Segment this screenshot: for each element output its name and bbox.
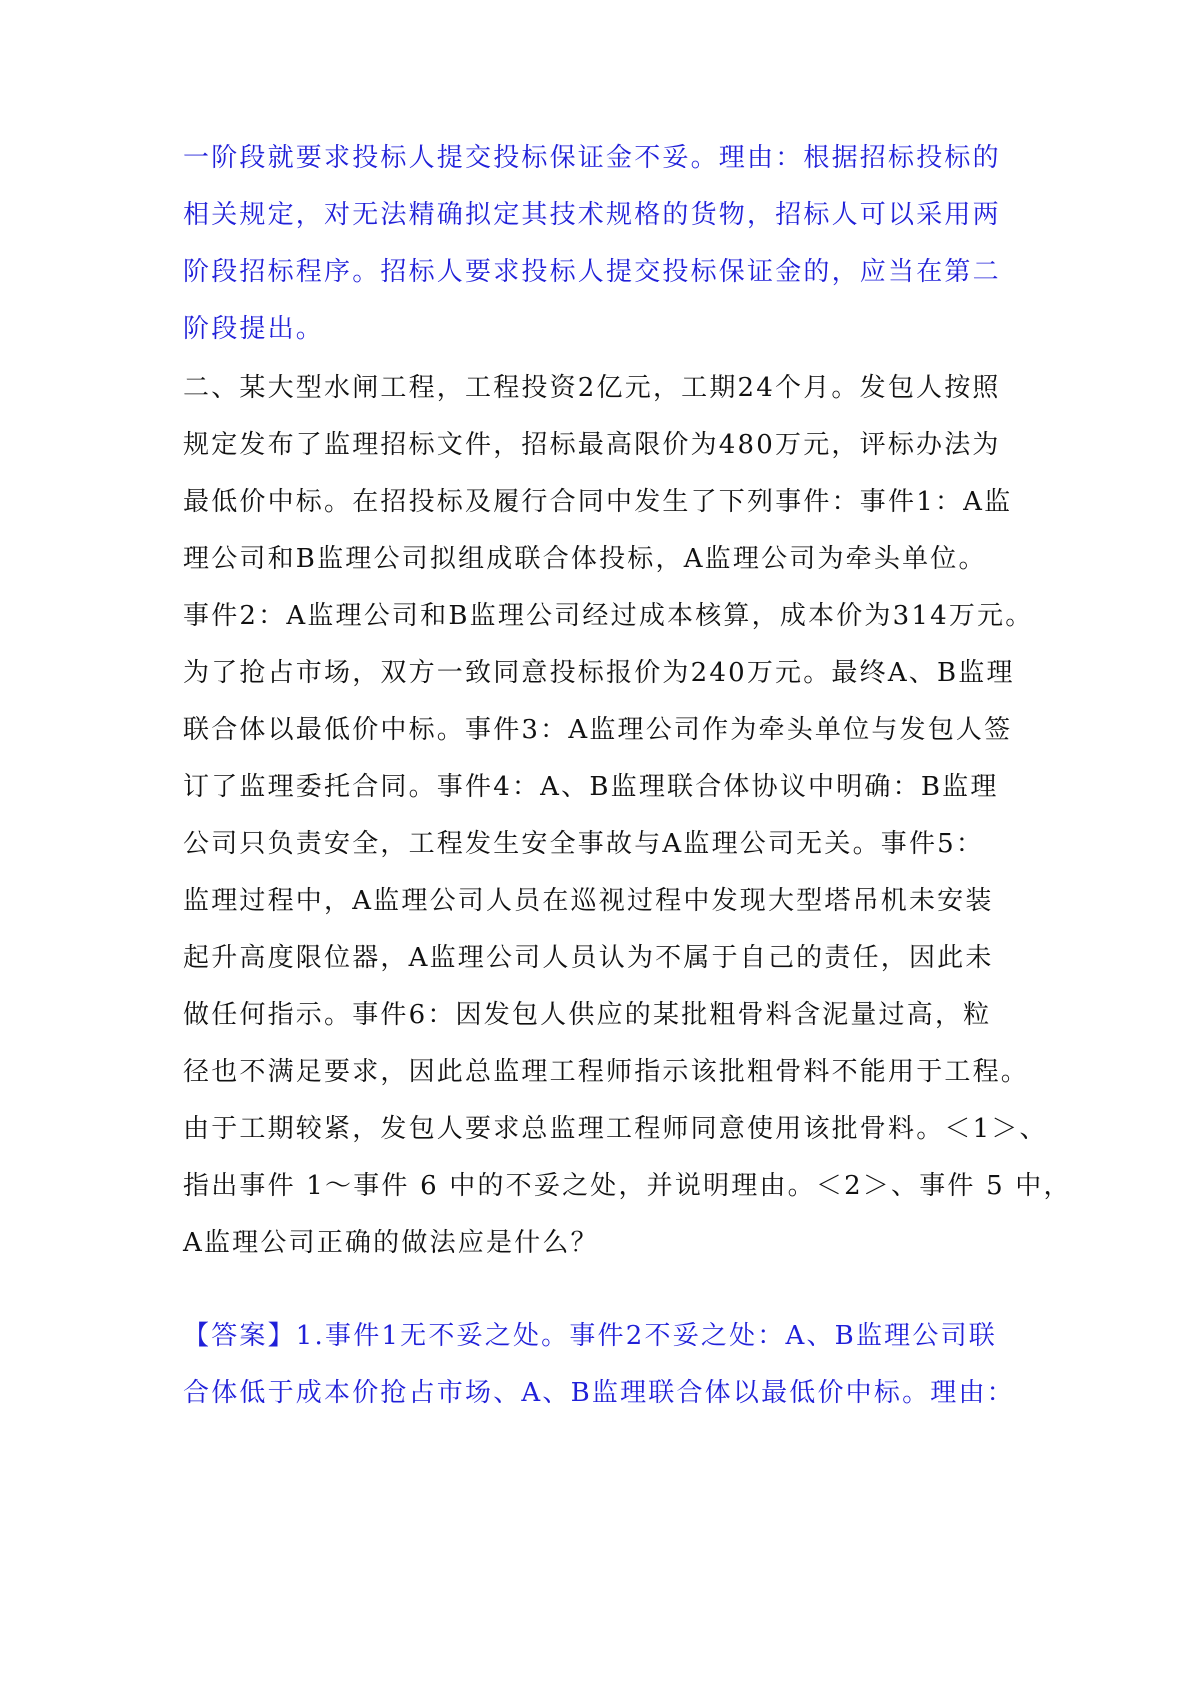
- question-text-line-3: 最低价中标。在招投标及履行合同中发生了下列事件：事件1：A监: [183, 487, 1013, 517]
- question-text-line-8: 订了监理委托合同。事件4：A、B监理联合体协议中明确：B监理: [183, 772, 999, 802]
- question-text-line-9: 公司只负责安全，工程发生安全事故与A监理公司无关。事件5：: [183, 829, 985, 859]
- question-text-line-13: 径也不满足要求，因此总监理工程师指示该批粗骨料不能用于工程。: [183, 1057, 1030, 1087]
- question-text-line-5: 事件2：A监理公司和B监理公司经过成本核算，成本价为314万元。: [183, 601, 1034, 631]
- answer-text-line-2: 相关规定，对无法精确拟定其技术规格的货物，招标人可以采用两: [183, 200, 1001, 230]
- question-text-line-14: 由于工期较紧，发包人要求总监理工程师同意使用该批骨料。＜1＞、: [183, 1114, 1048, 1144]
- answer-heading-line-2: 合体低于成本价抢占市场、A、B监理联合体以最低价中标。理由：: [183, 1378, 1015, 1408]
- question-text-line-15: 指出事件 1～事件 6 中的不妥之处，并说明理由。＜2＞、事件 5 中，: [183, 1171, 1072, 1201]
- question-text-line-12: 做任何指示。事件6：因发包人供应的某批粗骨料含泥量过高，粒: [183, 1000, 992, 1030]
- question-text-line-16: A监理公司正确的做法应是什么？: [183, 1228, 599, 1258]
- answer-text-line-1: 一阶段就要求投标人提交投标保证金不妥。理由：根据招标投标的: [183, 143, 1001, 173]
- answer-heading-line-1: 【答案】1.事件1无不妥之处。事件2不妥之处：A、B监理公司联: [183, 1321, 997, 1351]
- question-text-line-1: 二、某大型水闸工程，工程投资2亿元，工期24个月。发包人按照: [183, 373, 1001, 403]
- answer-text-line-4: 阶段提出。: [183, 314, 325, 344]
- question-text-line-10: 监理过程中，A监理公司人员在巡视过程中发现大型塔吊机未安装: [183, 886, 994, 916]
- answer-text-line-3: 阶段招标程序。招标人要求投标人提交投标保证金的，应当在第二: [183, 257, 1001, 287]
- question-text-line-7: 联合体以最低价中标。事件3：A监理公司作为牵头单位与发包人签: [183, 715, 1013, 745]
- question-text-line-6: 为了抢占市场，双方一致同意投标报价为240万元。最终A、B监理: [183, 658, 1015, 688]
- question-text-line-2: 规定发布了监理招标文件，招标最高限价为480万元，评标办法为: [183, 430, 1001, 460]
- question-text-line-11: 起升高度限位器，A监理公司人员认为不属于自己的责任，因此未: [183, 943, 994, 973]
- question-text-line-4: 理公司和B监理公司拟组成联合体投标，A监理公司为牵头单位。: [183, 544, 987, 574]
